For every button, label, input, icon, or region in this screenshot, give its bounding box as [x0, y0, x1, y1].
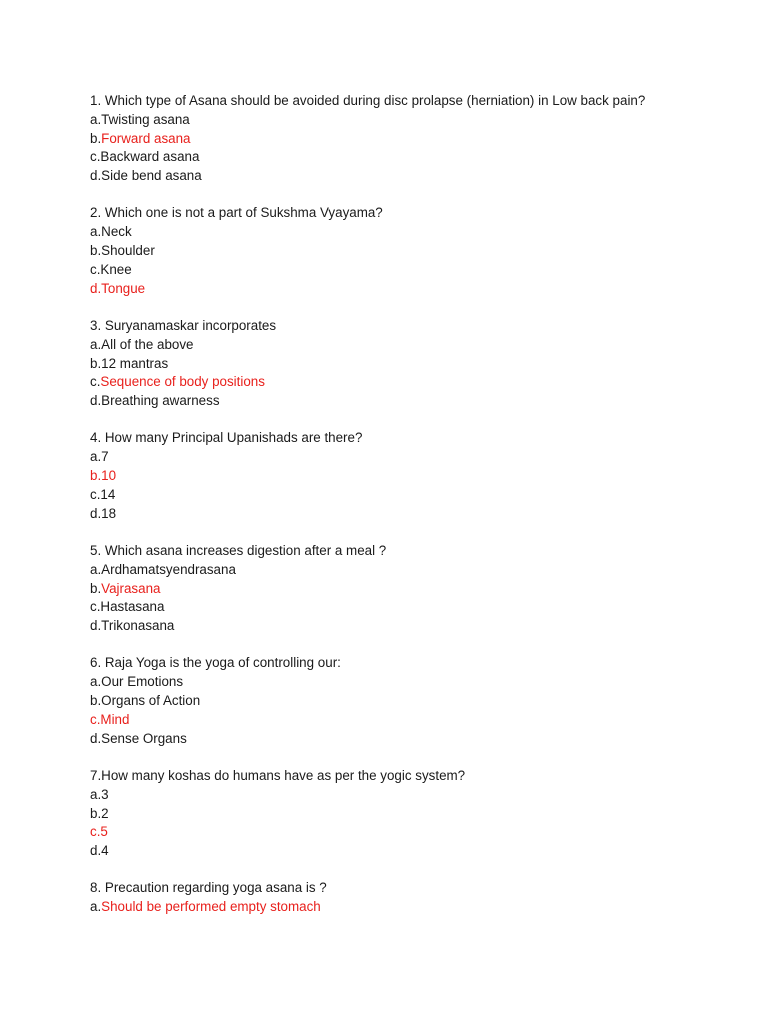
question-text: 3. Suryanamaskar incorporates — [90, 317, 277, 333]
question-text: 4. How many Principal Upanishads are there? — [90, 430, 363, 446]
option-prefix: c. — [90, 374, 101, 390]
option-prefix: d. — [90, 730, 102, 746]
option-c-correct — [90, 373, 730, 392]
option-a — [90, 336, 730, 355]
option-d — [90, 167, 730, 186]
option-b — [90, 355, 730, 374]
option-text: Organs of Action — [101, 693, 201, 709]
question-text: 5. Which asana increases digestion after a meal ? — [90, 542, 387, 558]
option-text: Backward asana — [100, 149, 200, 165]
option-d — [90, 730, 730, 749]
option-prefix: d. — [90, 393, 102, 409]
option-prefix: b. — [90, 693, 102, 709]
option-text: 14 — [100, 486, 116, 502]
option-prefix: a. — [90, 899, 102, 915]
correct-answer-text: Forward asana — [101, 130, 191, 146]
question-8 — [90, 879, 730, 917]
option-prefix: b. — [90, 130, 102, 146]
option-text: Breathing awarness — [101, 393, 220, 409]
option-prefix: d. — [90, 280, 102, 296]
option-text: 4 — [101, 843, 109, 859]
correct-answer-text: 5 — [100, 824, 108, 840]
option-a — [90, 448, 730, 467]
option-a — [90, 786, 730, 805]
option-b — [90, 692, 730, 711]
option-d — [90, 505, 730, 524]
option-prefix: b. — [90, 355, 102, 371]
question-6 — [90, 654, 730, 748]
option-text: All of the above — [101, 336, 194, 352]
option-prefix: b. — [90, 580, 102, 596]
option-prefix: d. — [90, 168, 102, 184]
option-d — [90, 392, 730, 411]
option-text: 3 — [101, 786, 109, 802]
option-c — [90, 261, 730, 280]
question-3 — [90, 317, 730, 411]
option-prefix: c. — [90, 486, 101, 502]
option-b-correct — [90, 130, 730, 149]
option-c-correct — [90, 711, 730, 730]
option-text: 12 mantras — [101, 355, 169, 371]
option-text: 18 — [101, 505, 117, 521]
option-d-correct — [90, 280, 730, 299]
option-c-correct — [90, 823, 730, 842]
correct-answer-text: Mind — [100, 711, 130, 727]
option-a — [90, 673, 730, 692]
correct-answer-text: Vajrasana — [101, 580, 161, 596]
option-text: Side bend asana — [101, 168, 202, 184]
option-prefix: d. — [90, 843, 102, 859]
question-text: 7.How many koshas do humans have as per the yogic system? — [90, 767, 466, 783]
option-prefix: a. — [90, 336, 102, 352]
option-c — [90, 148, 730, 167]
question-2 — [90, 204, 730, 298]
option-b-correct — [90, 580, 730, 599]
option-prefix: c. — [90, 149, 101, 165]
option-d — [90, 617, 730, 636]
option-text: 2 — [101, 805, 109, 821]
question-text: 1. Which type of Asana should be avoided during disc prolapse (herniation) in Low back pain? — [90, 93, 646, 108]
option-text: 7 — [101, 449, 109, 465]
option-d — [90, 842, 730, 861]
option-prefix: c. — [90, 599, 101, 615]
option-prefix: a. — [90, 224, 102, 240]
question-4 — [90, 429, 730, 523]
option-a — [90, 561, 730, 580]
option-a — [90, 111, 730, 130]
option-prefix: c. — [90, 824, 101, 840]
option-text: Twisting asana — [101, 111, 190, 127]
correct-answer-text: Tongue — [101, 280, 146, 296]
option-prefix: a. — [90, 111, 102, 127]
question-7 — [90, 767, 730, 861]
option-prefix: d. — [90, 505, 102, 521]
question-text: 6. Raja Yoga is the yoga of controlling our: — [90, 655, 341, 671]
option-text: Hastasana — [100, 599, 165, 615]
option-b — [90, 805, 730, 824]
option-text: Ardhamatsyendrasana — [101, 561, 236, 577]
document-page — [90, 92, 730, 935]
option-text: Sense Organs — [101, 730, 187, 746]
option-prefix: b. — [90, 805, 102, 821]
option-b — [90, 242, 730, 261]
correct-answer-text: Sequence of body positions — [100, 374, 265, 390]
option-prefix: b. — [90, 243, 102, 259]
option-a — [90, 223, 730, 242]
question-text: 2. Which one is not a part of Sukshma Vyayama? — [90, 205, 383, 221]
option-c — [90, 486, 730, 505]
question-5 — [90, 542, 730, 636]
option-prefix: d. — [90, 618, 102, 634]
option-text: Neck — [101, 224, 132, 240]
option-prefix: c. — [90, 711, 101, 727]
correct-answer-text: Should be performed empty stomach — [101, 899, 321, 915]
option-b-correct — [90, 467, 730, 486]
option-prefix: a. — [90, 786, 102, 802]
option-a-correct — [90, 898, 730, 917]
option-prefix: a. — [90, 561, 102, 577]
option-text: Our Emotions — [101, 674, 184, 690]
option-prefix: a. — [90, 449, 102, 465]
option-prefix: c. — [90, 261, 101, 277]
option-prefix: b. — [90, 468, 102, 484]
option-text: Trikonasana — [101, 618, 175, 634]
question-text: 8. Precaution regarding yoga asana is ? — [90, 880, 327, 896]
option-text: Knee — [100, 261, 132, 277]
option-text: Shoulder — [101, 243, 155, 259]
option-prefix: a. — [90, 674, 102, 690]
correct-answer-text: 10 — [101, 468, 117, 484]
question-1 — [90, 92, 730, 186]
option-c — [90, 598, 730, 617]
